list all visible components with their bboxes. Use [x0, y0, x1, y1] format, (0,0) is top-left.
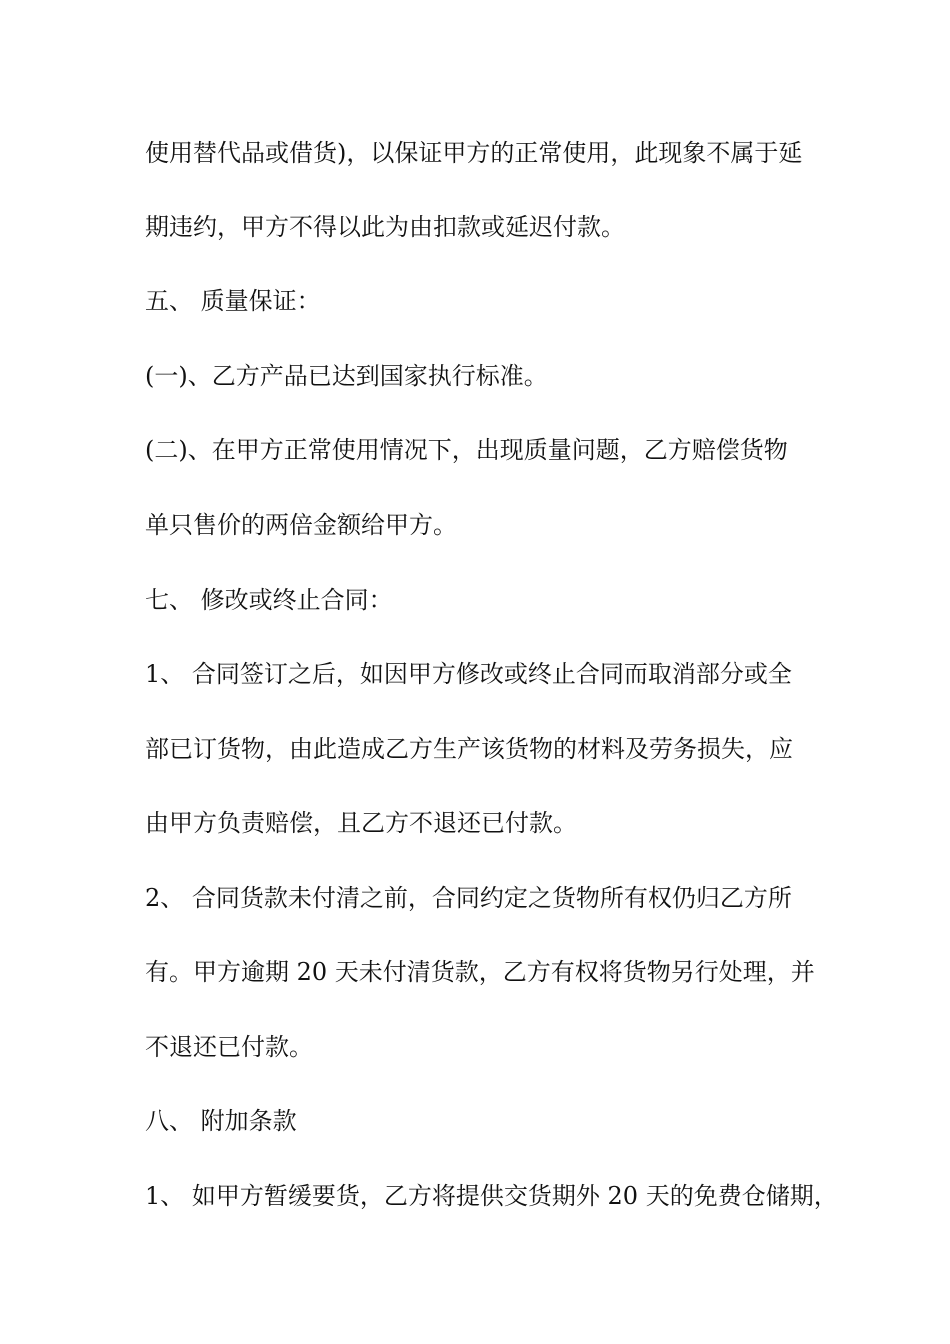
section-heading: 八、 附加条款 [145, 1107, 297, 1135]
paragraph-line: 2、 合同货款未付清之前，合同约定之货物所有权仍归乙方所 [145, 884, 792, 912]
paragraph-line: 1、 如甲方暂缓要货，乙方将提供交货期外 20 天的免费仓储期， [145, 1182, 838, 1210]
paragraph-line: (二)、在甲方正常使用情况下，出现质量问题，乙方赔偿货物 [145, 436, 788, 464]
paragraph-line: 由甲方负责赔偿，且乙方不退还已付款。 [145, 809, 577, 837]
section-heading: 五、 质量保证： [145, 287, 321, 315]
paragraph-line: (一)、乙方产品已达到国家执行标准。 [145, 362, 548, 390]
section-heading: 七、 修改或终止合同： [145, 586, 393, 614]
paragraph-line: 不退还已付款。 [145, 1033, 313, 1061]
paragraph-line: 期违约，甲方不得以此为由扣款或延迟付款。 [145, 213, 625, 241]
paragraph-line: 1、 合同签订之后，如因甲方修改或终止合同而取消部分或全 [145, 660, 792, 688]
paragraph-line: 有。甲方逾期 20 天未付清货款，乙方有权将货物另行处理，并 [145, 958, 815, 986]
paragraph-line: 单只售价的两倍金额给甲方。 [145, 511, 457, 539]
paragraph-line: 使用替代品或借货)，以保证甲方的正常使用，此现象不属于延 [145, 139, 803, 167]
paragraph-line: 部已订货物，由此造成乙方生产该货物的材料及劳务损失，应 [145, 735, 793, 763]
